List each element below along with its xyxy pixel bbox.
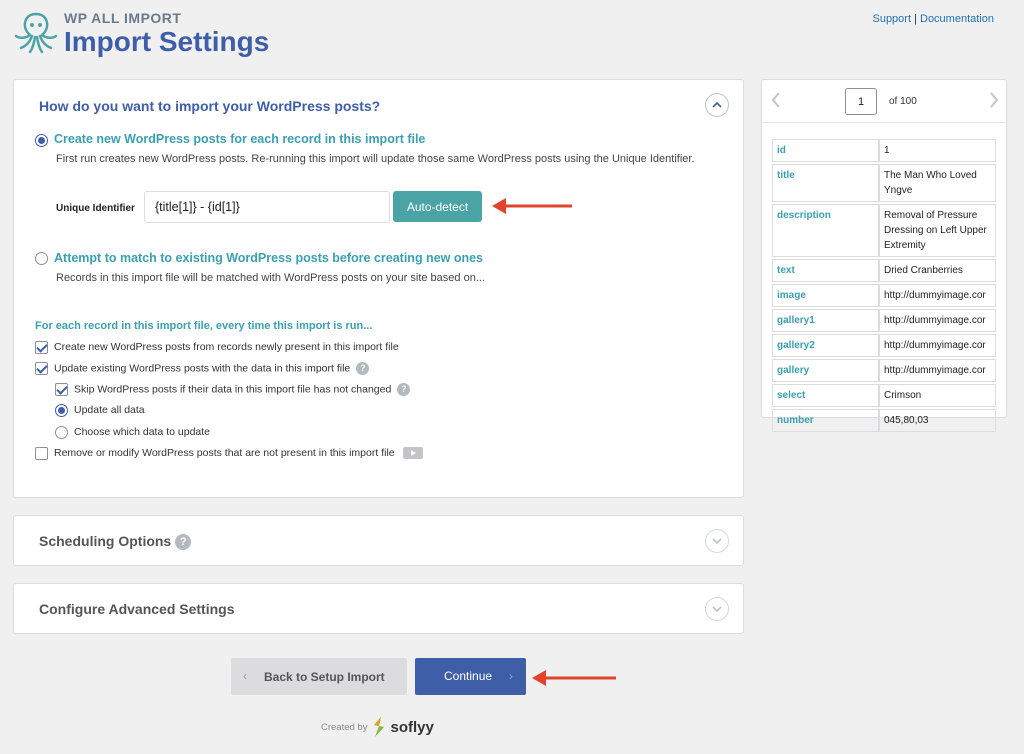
field-value: http://dummyimage.cor (879, 334, 996, 357)
create-new-radio[interactable] (35, 134, 48, 147)
video-icon[interactable] (403, 447, 423, 459)
table-row (772, 284, 996, 307)
field-key[interactable]: description (772, 204, 879, 257)
collapse-button[interactable] (705, 93, 729, 117)
field-key[interactable]: gallery (772, 359, 879, 382)
choose-data-label: Choose which data to update (74, 426, 211, 438)
match-existing-label[interactable]: Attempt to match to existing WordPress posts before creating new ones (54, 251, 484, 265)
field-value: http://dummyimage.cor (879, 309, 996, 332)
table-row (772, 409, 996, 432)
remove-modify-checkbox[interactable] (35, 447, 48, 460)
link-separator: | (914, 13, 917, 25)
record-total: of 100 (889, 96, 917, 107)
page-title: Import Settings (64, 26, 270, 57)
back-button-label: Back to Setup Import (264, 670, 385, 684)
table-row (772, 309, 996, 332)
record-fields-table (772, 137, 996, 434)
auto-detect-button[interactable]: Auto-detect (393, 191, 482, 222)
create-new-label[interactable]: Create new WordPress posts for each record in this import file (54, 132, 426, 146)
table-row (772, 334, 996, 357)
match-existing-radio[interactable] (35, 252, 48, 265)
remove-modify-label: Remove or modify WordPress posts that are not present in this import file (54, 447, 395, 459)
annotation-arrow-icon (490, 196, 574, 216)
field-key[interactable]: select (772, 384, 879, 407)
field-value: 1 (879, 139, 996, 162)
update-existing-row (54, 362, 369, 375)
chevron-right-icon: › (509, 669, 513, 683)
scheduling-panel[interactable] (13, 515, 744, 566)
chevron-left-icon (768, 90, 784, 110)
field-value: http://dummyimage.cor (879, 284, 996, 307)
skip-unchanged-label: Skip WordPress posts if their data in this import file has not changed (74, 383, 392, 396)
help-icon[interactable]: ? (175, 534, 191, 550)
field-key[interactable]: gallery2 (772, 334, 879, 357)
choose-data-radio[interactable] (55, 426, 68, 439)
field-value: Crimson (879, 384, 996, 407)
field-value: 045,80,03 (879, 409, 996, 432)
field-value: Removal of Pressure Dressing on Left Upper Extremity (879, 204, 996, 257)
table-row (772, 164, 996, 202)
table-row (772, 204, 996, 257)
soflyy-brand[interactable]: soflyy (390, 718, 434, 736)
expand-button[interactable] (705, 597, 729, 621)
chevron-left-icon: ‹ (243, 669, 247, 683)
help-icon[interactable]: ? (397, 383, 410, 396)
field-value: Dried Cranberries (879, 259, 996, 282)
advanced-settings-title: Configure Advanced Settings (39, 601, 235, 617)
expand-button[interactable] (705, 529, 729, 553)
annotation-arrow-icon (530, 668, 618, 688)
import-mode-title: How do you want to import your WordPress posts? (39, 98, 381, 114)
record-number-input[interactable] (845, 88, 877, 115)
scheduling-title (39, 533, 191, 550)
credits (321, 716, 434, 738)
update-existing-label: Update existing WordPress posts with the data in this import file (54, 362, 351, 375)
import-mode-panel (13, 79, 744, 498)
continue-button-label: Continue (444, 669, 493, 683)
table-row (772, 139, 996, 162)
table-row (772, 359, 996, 382)
field-key[interactable]: image (772, 284, 879, 307)
next-record-button[interactable] (986, 90, 1002, 110)
continue-button[interactable] (415, 658, 526, 695)
support-link[interactable]: Support (872, 13, 912, 25)
field-value: http://dummyimage.cor (879, 359, 996, 382)
field-key[interactable]: title (772, 164, 879, 202)
skip-unchanged-checkbox[interactable] (55, 383, 68, 396)
remove-modify-row (54, 447, 423, 459)
record-preview-panel (761, 79, 1007, 426)
create-new-posts-label: Create new WordPress posts from records newly present in this import file (54, 341, 399, 353)
advanced-settings-panel[interactable] (13, 583, 744, 634)
top-links (872, 13, 994, 25)
previous-record-button[interactable] (768, 90, 784, 110)
table-row (772, 259, 996, 282)
field-key[interactable]: number (772, 409, 879, 432)
help-icon[interactable]: ? (356, 362, 369, 375)
skip-unchanged-row (74, 383, 410, 396)
table-row (772, 384, 996, 407)
create-new-description: First run creates new WordPress posts. Re-running this import will update those same WordPress posts using the Unique Identifier. (56, 153, 695, 165)
chevron-up-icon (711, 99, 723, 111)
field-key[interactable]: text (772, 259, 879, 282)
unique-identifier-input[interactable] (144, 191, 390, 223)
match-existing-description: Records in this import file will be matched with WordPress posts on your site based on... (56, 272, 485, 284)
update-existing-checkbox[interactable] (35, 362, 48, 375)
created-by-text: Created by (321, 721, 368, 733)
create-new-posts-checkbox[interactable] (35, 341, 48, 354)
octopus-logo-icon (12, 8, 60, 56)
chevron-down-icon (711, 535, 723, 547)
documentation-link[interactable]: Documentation (920, 13, 994, 25)
update-all-radio[interactable] (55, 404, 68, 417)
field-key[interactable]: id (772, 139, 879, 162)
brand-name: WP ALL IMPORT (64, 10, 182, 26)
chevron-right-icon (986, 90, 1002, 110)
field-value: The Man Who Loved Yngve (879, 164, 996, 202)
record-navigation (762, 80, 1006, 123)
scheduling-title-text: Scheduling Options (39, 533, 172, 549)
app-logo (12, 8, 269, 57)
unique-identifier-label: Unique Identifier (56, 203, 135, 214)
soflyy-logo-icon (371, 716, 387, 738)
back-to-setup-button[interactable] (231, 658, 407, 695)
update-all-label: Update all data (74, 404, 145, 416)
field-key[interactable]: gallery1 (772, 309, 879, 332)
chevron-down-icon (711, 603, 723, 615)
section-heading: For each record in this import file, every time this import is run... (35, 320, 373, 332)
